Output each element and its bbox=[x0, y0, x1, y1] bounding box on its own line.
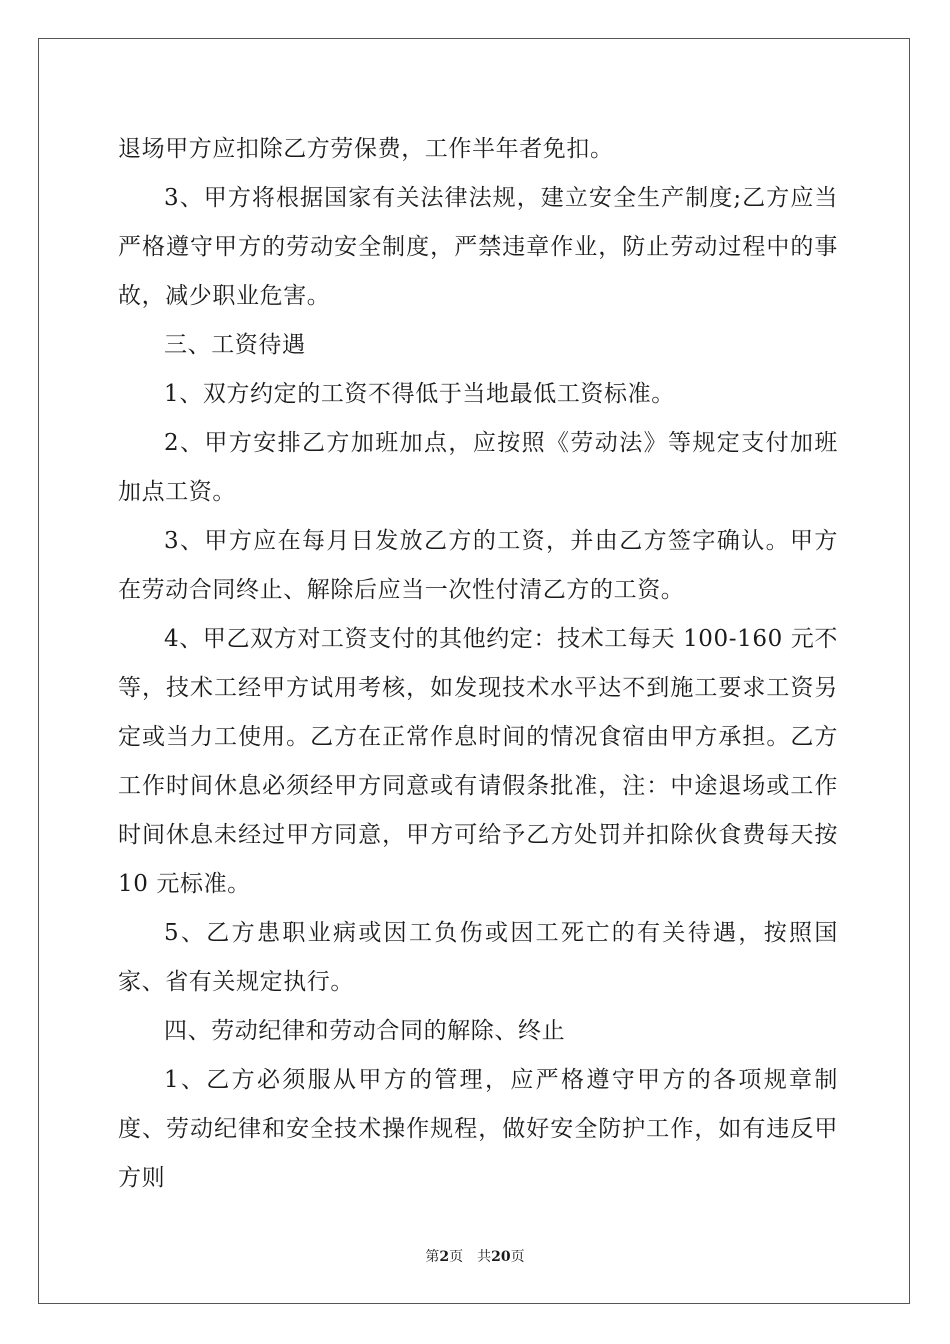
page-number: 2 bbox=[439, 1249, 450, 1265]
paragraph-8: 5、乙方患职业病或因工负伤或因工死亡的有关待遇，按照国家、省有关规定执行。 bbox=[118, 920, 838, 995]
total-prefix: 共 bbox=[477, 1249, 492, 1265]
paragraph-2: 3、甲方将根据国家有关法律法规，建立安全生产制度;乙方应当严格遵守甲方的劳动安全制度，严禁违章作业，防止劳动过程中的事故，减少职业危害。 bbox=[118, 185, 838, 309]
page-footer bbox=[0, 1246, 950, 1266]
paragraph-6: 3、甲方应在每月日发放乙方的工资，并由乙方签字确认。甲方在劳动合同终止、解除后应当一次性付清乙方的工资。 bbox=[118, 528, 838, 603]
paragraph-5: 2、甲方安排乙方加班加点，应按照《劳动法》等规定支付加班加点工资。 bbox=[118, 430, 838, 505]
document-body bbox=[118, 125, 838, 1203]
page-suffix: 页 bbox=[449, 1249, 464, 1265]
section-heading-discipline: 四、劳动纪律和劳动合同的解除、终止 bbox=[164, 1018, 566, 1044]
total-suffix: 页 bbox=[510, 1249, 525, 1265]
paragraph-7: 4、甲乙双方对工资支付的其他约定：技术工每天 100-160 元不等，技术工经甲方试用考核，如发现技术水平达不到施工要求工资另定或当力工使用。乙方在正常作息时间的情况食宿由甲方承担。乙方工作时间休息必须经甲方同意或有请假条批准，注：中途退场或工作时间休息未经过甲方同意，甲方可给予乙方处罚并扣除伙食费每天按10 元标准。 bbox=[118, 626, 838, 897]
page-prefix: 第 bbox=[425, 1249, 440, 1265]
paragraph-10: 1、乙方必须服从甲方的管理，应严格遵守甲方的各项规章制度、劳动纪律和安全技术操作规程，做好安全防护工作，如有违反甲方则 bbox=[118, 1067, 838, 1191]
paragraph-4: 1、双方约定的工资不得低于当地最低工资标准。 bbox=[164, 381, 675, 407]
paragraph-1: 退场甲方应扣除乙方劳保费，工作半年者免扣。 bbox=[118, 136, 614, 162]
total-pages: 20 bbox=[491, 1249, 511, 1265]
section-heading-wages: 三、工资待遇 bbox=[164, 332, 306, 358]
